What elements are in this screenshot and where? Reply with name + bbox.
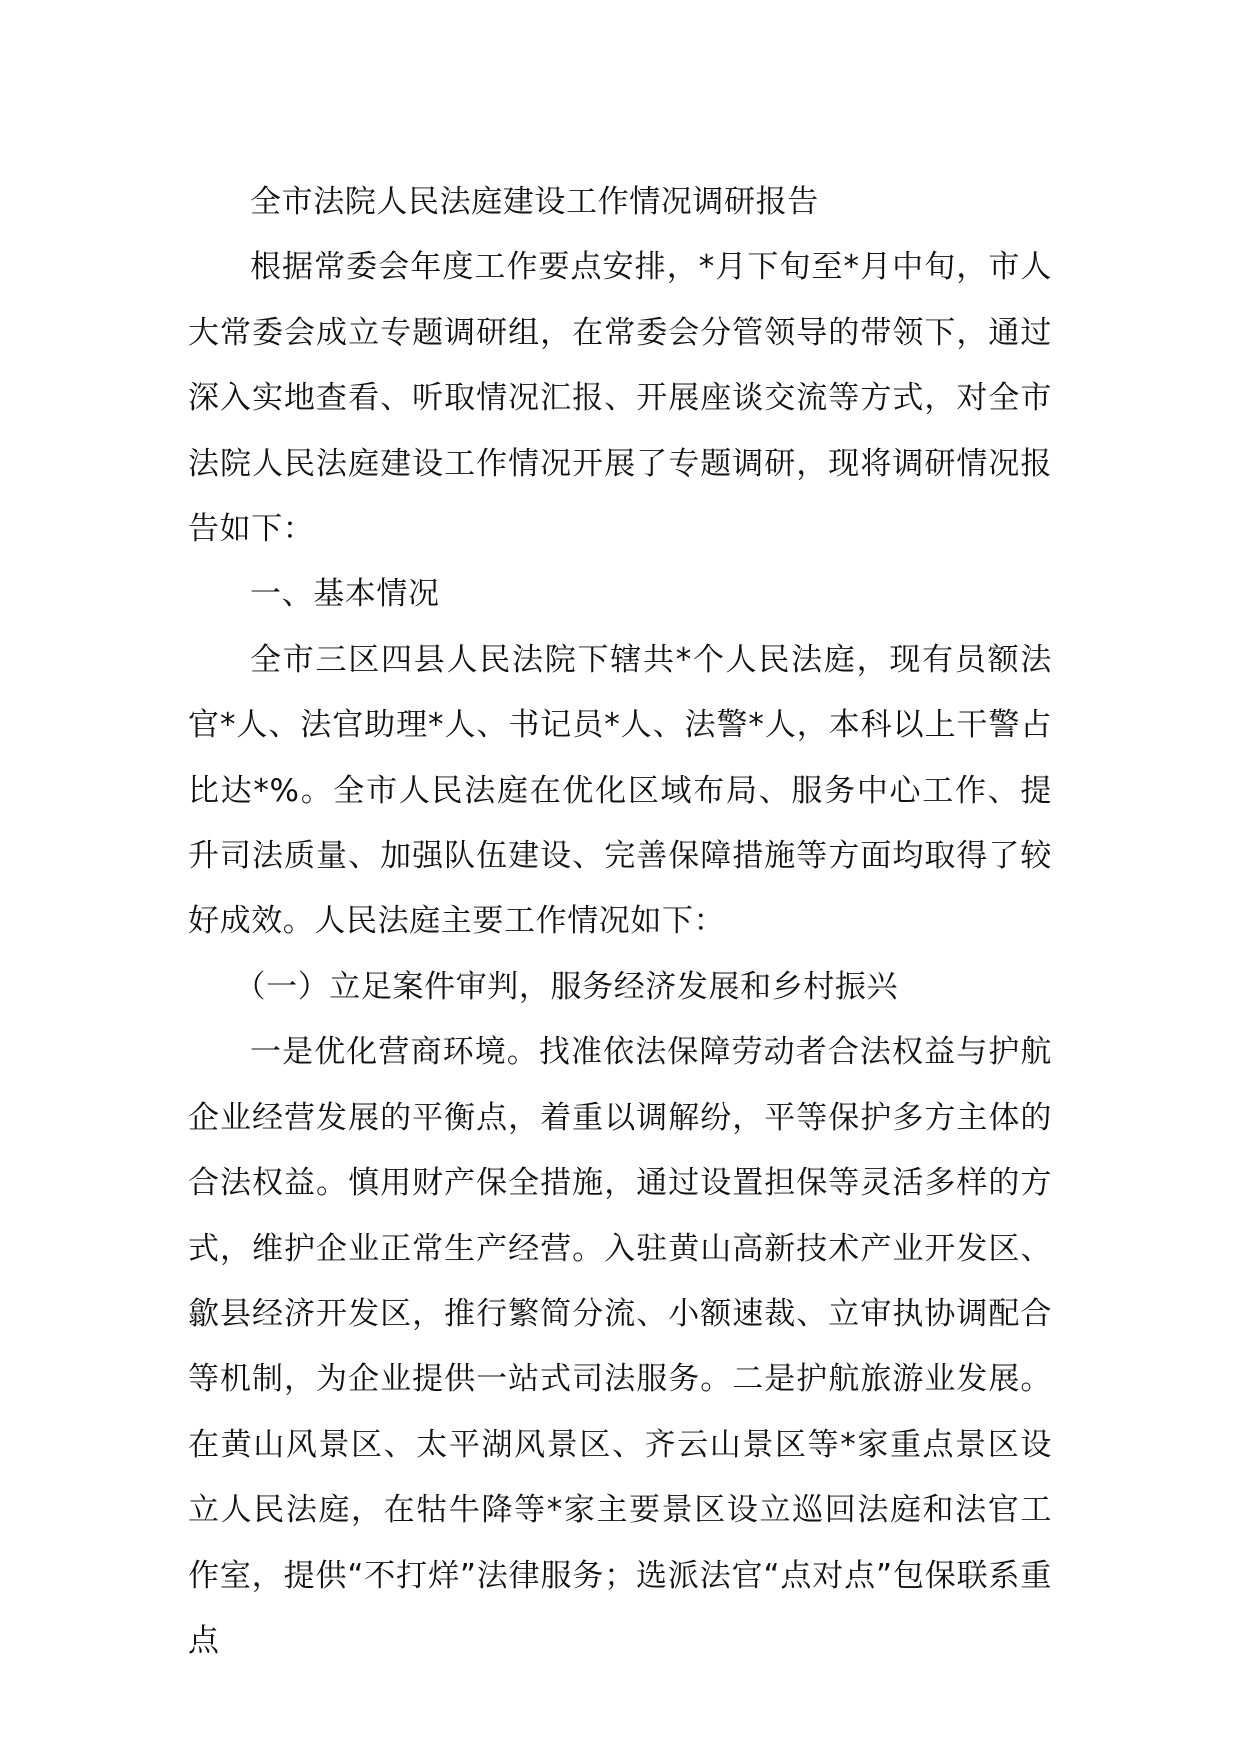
intro-paragraph: 根据常委会年度工作要点安排，*月下旬至*月中旬，市人大常委会成立专题调研组，在常委会分管领导的带领下，通过深入实地查看、听取情况汇报、开展座谈交流等方式，对全市法院人民法庭建设工作情况开展了专题调研，现将调研情况报告如下： [188, 249, 1052, 548]
basic-situation-paragraph: 全市三区四县人民法院下辖共*个人民法庭，现有员额法官*人、法官助理*人、书记员*人、法警*人，本科以上干警占比达*%。全市人民法庭在优化区域布局、服务中心工作、提升司法质量、加强队伍建设、完善保障措施等方面均取得了较好成效。人民法庭主要工作情况如下： [188, 641, 1052, 940]
document-title: 全市法院人民法庭建设工作情况调研报告 [250, 184, 819, 220]
document-body [188, 170, 1052, 1674]
subsection-heading-case-trial: （一）立足案件审判，服务经济发展和乡村振兴 [234, 968, 899, 1005]
case-trial-paragraph: 一是优化营商环境。找准依法保障劳动者合法权益与护航企业经营发展的平衡点，着重以调解纷，平等保护多方主体的合法权益。慎用财产保全措施，通过设置担保等灵活多样的方式，维护企业正常生产经营。入驻黄山高新技术产业开发区、歙县经济开发区，推行繁简分流、小额速裁、立审执协调配合等机制，为企业提供一站式司法服务。二是护航旅游业发展。在黄山风景区、太平湖风景区、齐云山景区等*家重点景区设立人民法庭，在牯牛降等*家主要景区设立巡回法庭和法官工作室，提供“不打烊”法律服务；选派法官“点对点”包保联系重点 [188, 1034, 1052, 1659]
section-heading-basic-situation: 一、基本情况 [250, 576, 440, 613]
